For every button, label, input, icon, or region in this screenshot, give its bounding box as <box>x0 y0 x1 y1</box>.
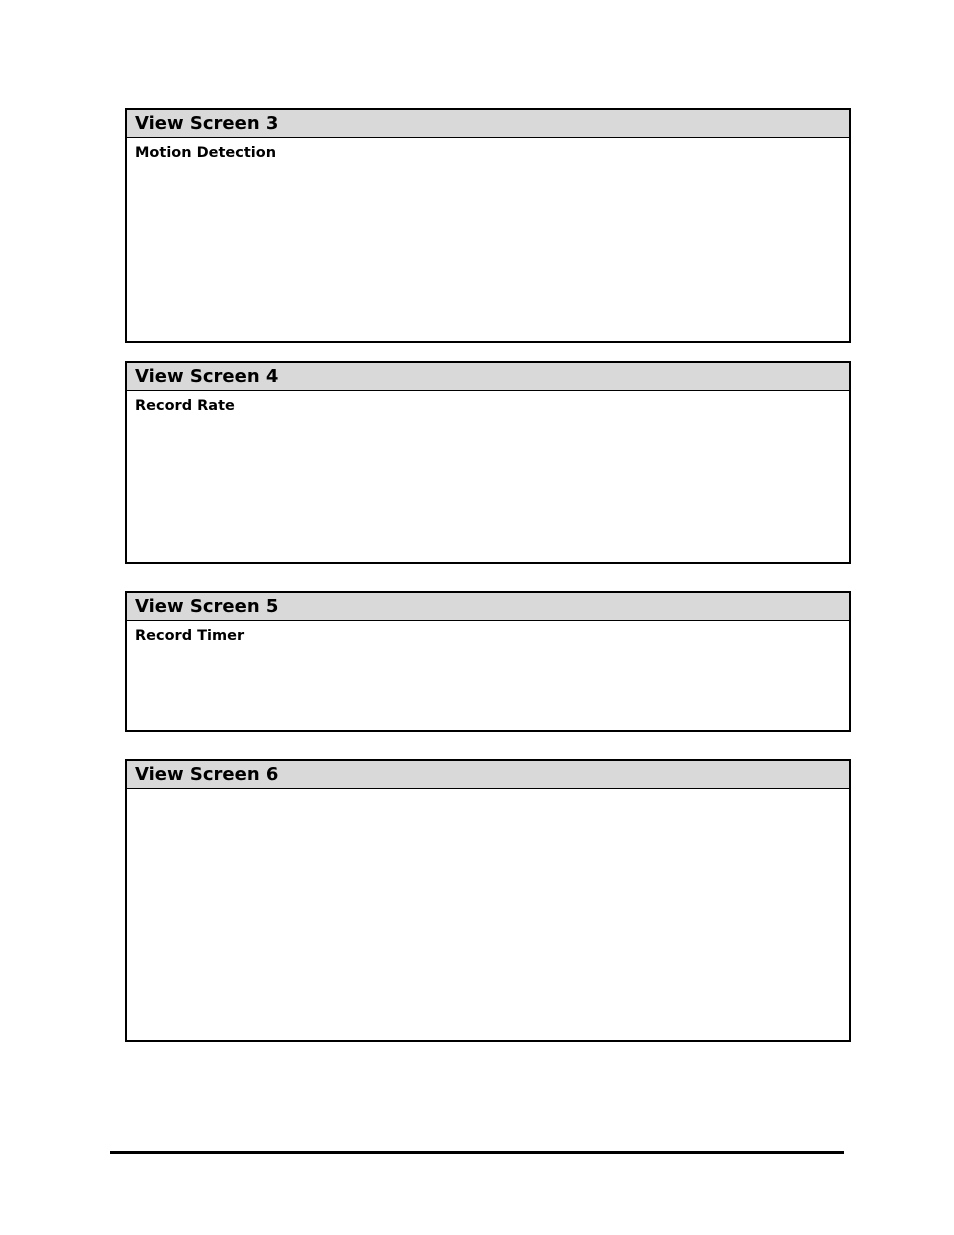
view-screen-3-body <box>127 138 849 162</box>
footer-divider <box>110 1151 844 1154</box>
view-screen-6-title: View Screen 6 <box>127 761 849 789</box>
view-screen-3-panel <box>125 108 851 343</box>
view-screen-4-title: View Screen 4 <box>127 363 849 391</box>
view-screen-3-subtitle: Motion Detection <box>135 145 277 161</box>
view-screen-5-body <box>127 621 849 645</box>
view-screen-4-subtitle: Record Rate <box>135 398 235 414</box>
view-screen-5-panel <box>125 591 851 732</box>
view-screen-3-title: View Screen 3 <box>127 110 849 138</box>
view-screen-6-body <box>127 789 849 795</box>
view-screen-6-panel <box>125 759 851 1042</box>
view-screen-5-title: View Screen 5 <box>127 593 849 621</box>
view-screen-4-panel <box>125 361 851 564</box>
view-screen-4-body <box>127 391 849 415</box>
view-screen-5-subtitle: Record Timer <box>135 628 245 644</box>
